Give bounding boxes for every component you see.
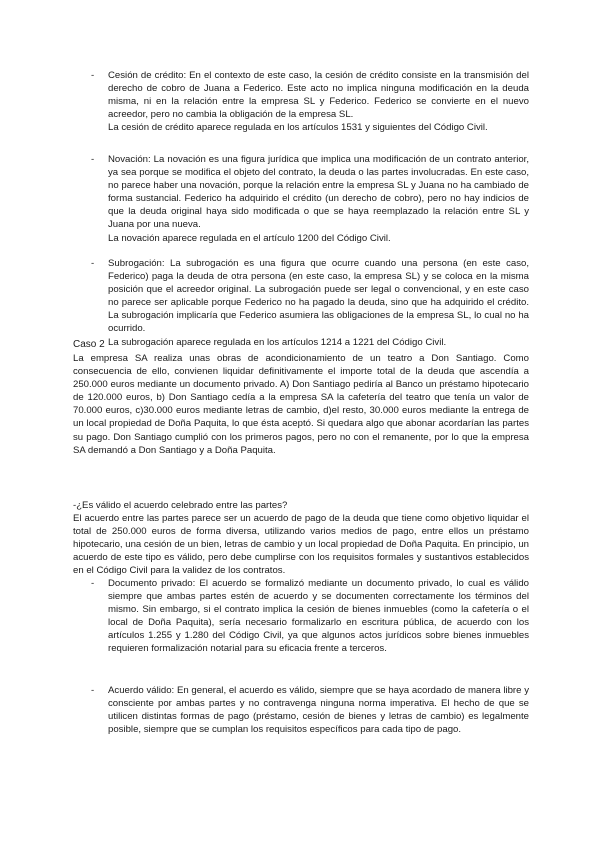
case-heading: Caso 2 — [73, 339, 105, 350]
list-item-documento-privado — [91, 577, 529, 656]
list-bullet: - — [91, 258, 95, 269]
list-item-note: La cesión de crédito aparece regulada en los artículos 1531 y siguientes del Código Civil. — [108, 122, 488, 134]
question-answer: El acuerdo entre las partes parece ser un acuerdo de pago de la deuda que tiene como objetivo liquidar el total de 250.000 euros de forma diversa, utilizando varios medios de pago, entre ellos un préstamo hipotecario, una cesión de un bien, letras de cambio y un local propiedad de Doña Paquita. En principio, un acuerdo de este tipo es válido, pero debe cumplirse con los requisitos formales y sustantivos establecidos en el Código Civil para la validez de los contratos. — [73, 513, 530, 577]
list-item-cesion-credito — [91, 69, 529, 134]
list-item-acuerdo-valido — [91, 684, 529, 736]
question-title: -¿Es válido el acuerdo celebrado entre las partes? — [73, 500, 288, 511]
case-text: La empresa SA realiza unas obras de acondicionamiento de un teatro a Don Santiago. Como consecuencia de ello, convienen liquidar definitivamente el importe total de la deuda que ascendía a 250.000 euros mediante un documento privado. A) Don Santiago pediría al Banco un préstamo hipotecario de 120.000 euros, b) Don Santiago cedía a la empresa SA la cafetería del teatro que tenía un valor de 70.000 euros, c)30.000 euros mediante letras de cambio, d)el resto, 30.000 euros mediante la entrega de un local propiedad de Doña Paquita, lo que ésta aceptó. Si quedara algo que abonar acordarían las partes su pago. Don Santiago cumplió con los primeros pagos, pero no con el remanente, por lo que la empresa SA demandó a Don Santiago y a Doña Paquita. — [73, 353, 529, 456]
list-item-novacion — [91, 153, 529, 245]
list-item-text: Novación: La novación es una figura jurídica que implica una modificación de un contrato anterior, ya sea porque se modifica el objeto del contrato, la deuda o las partes involucradas. En este caso, no parece haber una novación, porque la relación entre la empresa SL y Juana no ha cambiado de forma sustancial. Federico ha adquirido el crédito (un derecho de cobro), pero no hay indicios de que la deuda original haya sido modificada o que se haya reemplazado la relación entre SL y Juana por una nueva. — [108, 154, 529, 231]
list-bullet: - — [91, 154, 95, 165]
list-item-subrogacion — [91, 257, 529, 349]
list-item-text: Subrogación: La subrogación es una figura que ocurre cuando una persona (en este caso, Federico) paga la deuda de otra persona (en este caso, la empresa SL) y se coloca en la misma posición que el acreedor original. La subrogación puede ser legal o convencional, y en este caso no parece ser aplicable porque Federico no ha pagado la deuda, sino que ha adquirido el crédito. La subrogación implicaría que Federico asumiera las obligaciones de la empresa SL, lo cual no ha ocurrido. — [108, 258, 529, 335]
list-bullet: - — [91, 685, 95, 696]
list-item-text: Documento privado: El acuerdo se formalizó mediante un documento privado, lo cual es válido siempre que ambas partes estén de acuerdo y se documenten correctamente los términos del mismo. Sin embargo, si el contrato implica la cesión de bienes inmuebles (como la cafetería o el local de Doña Paquita), sería necesario formalizarlo en escritura pública, de acuerdo con los artículos 1.255 y 1.280 del Código Civil, ya que algunos actos jurídicos sobre bienes inmuebles requieren formalización notarial para su eficacia frente a terceros. — [108, 578, 529, 655]
case-paragraph — [73, 352, 529, 457]
list-item-note: La subrogación aparece regulada en los artículos 1214 a 1221 del Código Civil. — [108, 336, 447, 348]
list-item-note: La novación aparece regulada en el artículo 1200 del Código Civil. — [108, 232, 391, 244]
list-item-text: Cesión de crédito: En el contexto de este caso, la cesión de crédito consiste en la transmisión del derecho de cobro de Juana a Federico. Este acto no implica ninguna modificación en la deuda misma, ni en la relación entre la empresa SL y Federico. Federico se convierte en el nuevo acreedor, pero no cambia la obligación de la empresa SL. — [108, 70, 529, 121]
list-bullet: - — [91, 578, 95, 589]
question-section — [73, 499, 529, 578]
list-item-text: Acuerdo válido: En general, el acuerdo es válido, siempre que se haya acordado de manera libre y consciente por ambas partes y no contravenga ninguna norma imperativa. El hecho de que se utilicen distintas formas de pago (préstamo, cesión de bienes y letras de cambio) es legalmente posible, siempre que se cumplan los requisitos específicos para cada tipo de pago. — [108, 685, 529, 736]
list-bullet: - — [91, 70, 95, 81]
